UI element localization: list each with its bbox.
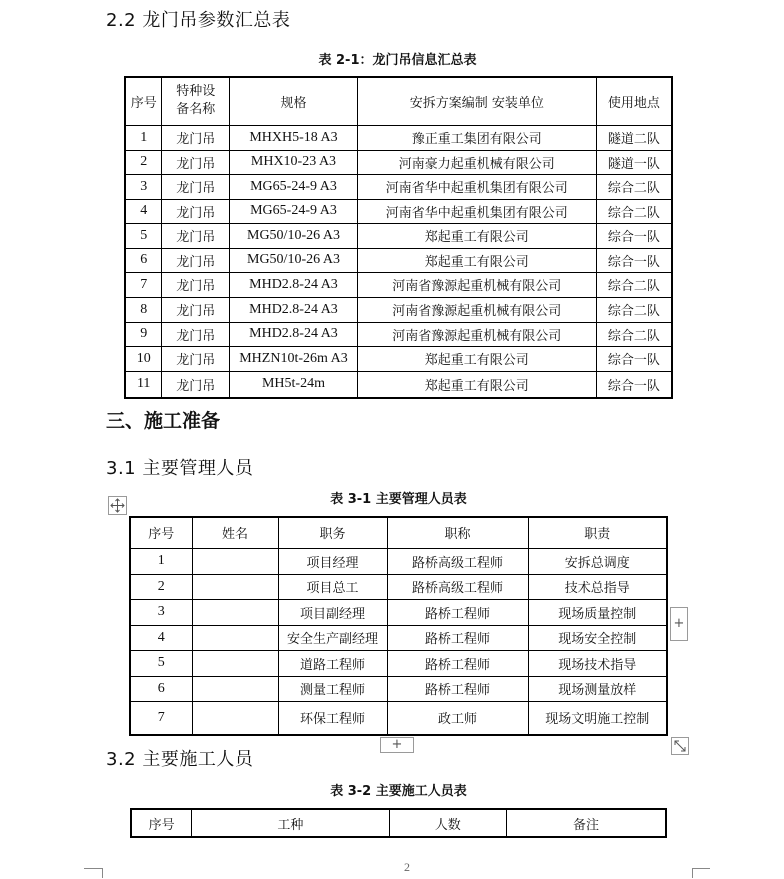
- resize-icon[interactable]: [671, 737, 689, 755]
- table-cell: 郑起重工有限公司: [357, 371, 596, 398]
- table-cell: 龙门吊: [162, 322, 230, 346]
- table-cell: 河南省豫源起重机械有限公司: [357, 322, 596, 346]
- section-3-2-heading: 3.2 主要施工人员: [106, 749, 254, 770]
- table-cell: MHD2.8-24 A3: [230, 322, 358, 346]
- table-cell: 政工师: [387, 701, 528, 735]
- table-cell: 路桥高级工程师: [387, 574, 528, 599]
- table-cell: 现场质量控制: [528, 599, 667, 625]
- table-row: [125, 371, 672, 398]
- table-2-1-caption: 表 2-1：龙门吊信息汇总表: [318, 53, 477, 68]
- table-cell: 9: [125, 322, 162, 346]
- table-cell: 环保工程师: [278, 701, 387, 735]
- table-cell: 7: [130, 701, 192, 735]
- table-cell: 项目副经理: [278, 599, 387, 625]
- section-3-1-heading: 3.1 主要管理人员: [106, 458, 254, 479]
- header-cell: 安拆方案编制 安装单位: [357, 77, 596, 125]
- header-cell: 职责: [528, 517, 667, 548]
- section-3-heading: 三、施工准备: [106, 410, 221, 432]
- table-cell: 郑起重工有限公司: [357, 346, 596, 371]
- table-header-row: [125, 77, 672, 125]
- table-cell: 河南省华中起重机集团有限公司: [357, 174, 596, 199]
- table-cell: MG50/10-26 A3: [230, 223, 358, 248]
- table-cell: MHD2.8-24 A3: [230, 272, 358, 297]
- table-cell: [192, 548, 278, 574]
- table-row: [125, 346, 672, 371]
- table-cell: MHXH5-18 A3: [230, 125, 358, 150]
- table-cell: MHD2.8-24 A3: [230, 297, 358, 322]
- table-cell: 技术总指导: [528, 574, 667, 599]
- table-cell: 项目总工: [278, 574, 387, 599]
- table-cell: 综合一队: [596, 346, 672, 371]
- header-cell: 职称: [387, 517, 528, 548]
- table-cell: 龙门吊: [162, 346, 230, 371]
- table-cell: 4: [125, 199, 162, 223]
- table-3-1: [129, 516, 668, 736]
- table-cell: 隧道一队: [596, 150, 672, 174]
- table-cell: 龙门吊: [162, 223, 230, 248]
- table-cell: 龙门吊: [162, 371, 230, 398]
- table-cell: 龙门吊: [162, 272, 230, 297]
- table-cell: 1: [125, 125, 162, 150]
- section-2-2-heading: 2.2 龙门吊参数汇总表: [106, 10, 291, 31]
- table-row: [125, 223, 672, 248]
- table-cell: [192, 574, 278, 599]
- table-cell: 5: [125, 223, 162, 248]
- header-cell: 特种设 备名称: [162, 77, 230, 125]
- page-corner-mark: [84, 868, 102, 879]
- move-arrows-icon: [109, 497, 126, 514]
- table-cell: 路桥工程师: [387, 625, 528, 650]
- table-cell: 综合二队: [596, 174, 672, 199]
- table-cell: MHX10-23 A3: [230, 150, 358, 174]
- table-cell: 龙门吊: [162, 125, 230, 150]
- table-cell: 路桥工程师: [387, 599, 528, 625]
- table-cell: 综合二队: [596, 272, 672, 297]
- table-cell: 豫正重工集团有限公司: [357, 125, 596, 150]
- table-cell: 路桥工程师: [387, 650, 528, 676]
- header-cell: 职务: [278, 517, 387, 548]
- table-cell: 项目经理: [278, 548, 387, 574]
- table-cell: 7: [125, 272, 162, 297]
- table-row: [125, 322, 672, 346]
- table-row: [125, 199, 672, 223]
- table-cell: 3: [130, 599, 192, 625]
- table-cell: 测量工程师: [278, 676, 387, 701]
- table-row: [130, 548, 667, 574]
- table-cell: 3: [125, 174, 162, 199]
- table-cell: 龙门吊: [162, 199, 230, 223]
- table-cell: 河南省豫源起重机械有限公司: [357, 297, 596, 322]
- header-cell: 规格: [230, 77, 358, 125]
- table-cell: MHZN10t-26m A3: [230, 346, 358, 371]
- table-cell: MG65-24-9 A3: [230, 174, 358, 199]
- table-row: [130, 676, 667, 701]
- table-3-1-caption: 表 3-1 主要管理人员表: [330, 492, 467, 507]
- table-row: [125, 174, 672, 199]
- table-cell: 综合一队: [596, 223, 672, 248]
- table-row: [125, 125, 672, 150]
- table-row: [130, 625, 667, 650]
- table-cell: 8: [125, 297, 162, 322]
- table-cell: 龙门吊: [162, 248, 230, 272]
- table-cell: 安全生产副经理: [278, 625, 387, 650]
- table-cell: [192, 701, 278, 735]
- table-cell: 龙门吊: [162, 297, 230, 322]
- table-cell: 郑起重工有限公司: [357, 248, 596, 272]
- diagonal-resize-icon: [672, 738, 688, 754]
- page-corner-mark: [692, 868, 710, 879]
- table-cell: 综合二队: [596, 322, 672, 346]
- table-cell: 现场安全控制: [528, 625, 667, 650]
- table-cell: 综合一队: [596, 248, 672, 272]
- table-cell: 综合二队: [596, 199, 672, 223]
- table-cell: 6: [130, 676, 192, 701]
- table-cell: 道路工程师: [278, 650, 387, 676]
- table-cell: MG50/10-26 A3: [230, 248, 358, 272]
- table-row: [130, 701, 667, 735]
- table-cell: 6: [125, 248, 162, 272]
- header-cell: 姓名: [192, 517, 278, 548]
- table-row: [130, 574, 667, 599]
- table-cell: 10: [125, 346, 162, 371]
- header-cell: 备注: [507, 809, 666, 837]
- table-cell: 河南豪力起重机械有限公司: [357, 150, 596, 174]
- table-cell: 现场技术指导: [528, 650, 667, 676]
- table-cell: 1: [130, 548, 192, 574]
- table-cell: [192, 676, 278, 701]
- header-cell: 序号: [130, 517, 192, 548]
- table-cell: 安拆总调度: [528, 548, 667, 574]
- table-header-row: [131, 809, 666, 837]
- page-corner-mark: [102, 868, 103, 878]
- table-cell: 郑起重工有限公司: [357, 223, 596, 248]
- table-row: [125, 272, 672, 297]
- table-cell: 河南省华中起重机集团有限公司: [357, 199, 596, 223]
- add-column-button[interactable]: [670, 607, 688, 641]
- table-row: [125, 150, 672, 174]
- header-cell: 序号: [131, 809, 192, 837]
- table-cell: 隧道二队: [596, 125, 672, 150]
- header-cell: 序号: [125, 77, 162, 125]
- table-row: [130, 650, 667, 676]
- plus-icon: +: [391, 737, 403, 752]
- header-cell: 人数: [389, 809, 507, 837]
- table-2-1: [124, 76, 673, 399]
- table-3-2: [130, 808, 667, 838]
- table-cell: 路桥高级工程师: [387, 548, 528, 574]
- table-3-2-caption: 表 3-2 主要施工人员表: [330, 784, 467, 799]
- table-cell: MH5t-24m: [230, 371, 358, 398]
- table-cell: 综合二队: [596, 297, 672, 322]
- add-row-button[interactable]: [380, 737, 414, 753]
- table-cell: MG65-24-9 A3: [230, 199, 358, 223]
- page-number: 2: [404, 860, 410, 874]
- table-cell: 现场测量放样: [528, 676, 667, 701]
- table-cell: [192, 650, 278, 676]
- table-cell: 龙门吊: [162, 150, 230, 174]
- table-cell: 4: [130, 625, 192, 650]
- table-cell: 河南省豫源起重机械有限公司: [357, 272, 596, 297]
- table-cell: [192, 625, 278, 650]
- table-row: [125, 248, 672, 272]
- table-cell: [192, 599, 278, 625]
- table-cell: 综合一队: [596, 371, 672, 398]
- table-cell: 现场文明施工控制: [528, 701, 667, 735]
- table-cell: 5: [130, 650, 192, 676]
- header-cell: 使用地点: [596, 77, 672, 125]
- move-icon[interactable]: [108, 496, 127, 515]
- table-cell: 2: [130, 574, 192, 599]
- table-cell: 龙门吊: [162, 174, 230, 199]
- table-cell: 11: [125, 371, 162, 398]
- page-corner-mark: [692, 868, 693, 878]
- table-row: [125, 297, 672, 322]
- header-cell: 工种: [192, 809, 389, 837]
- table-cell: 路桥工程师: [387, 676, 528, 701]
- table-header-row: [130, 517, 667, 548]
- table-cell: 2: [125, 150, 162, 174]
- table-row: [130, 599, 667, 625]
- plus-icon: +: [673, 616, 685, 631]
